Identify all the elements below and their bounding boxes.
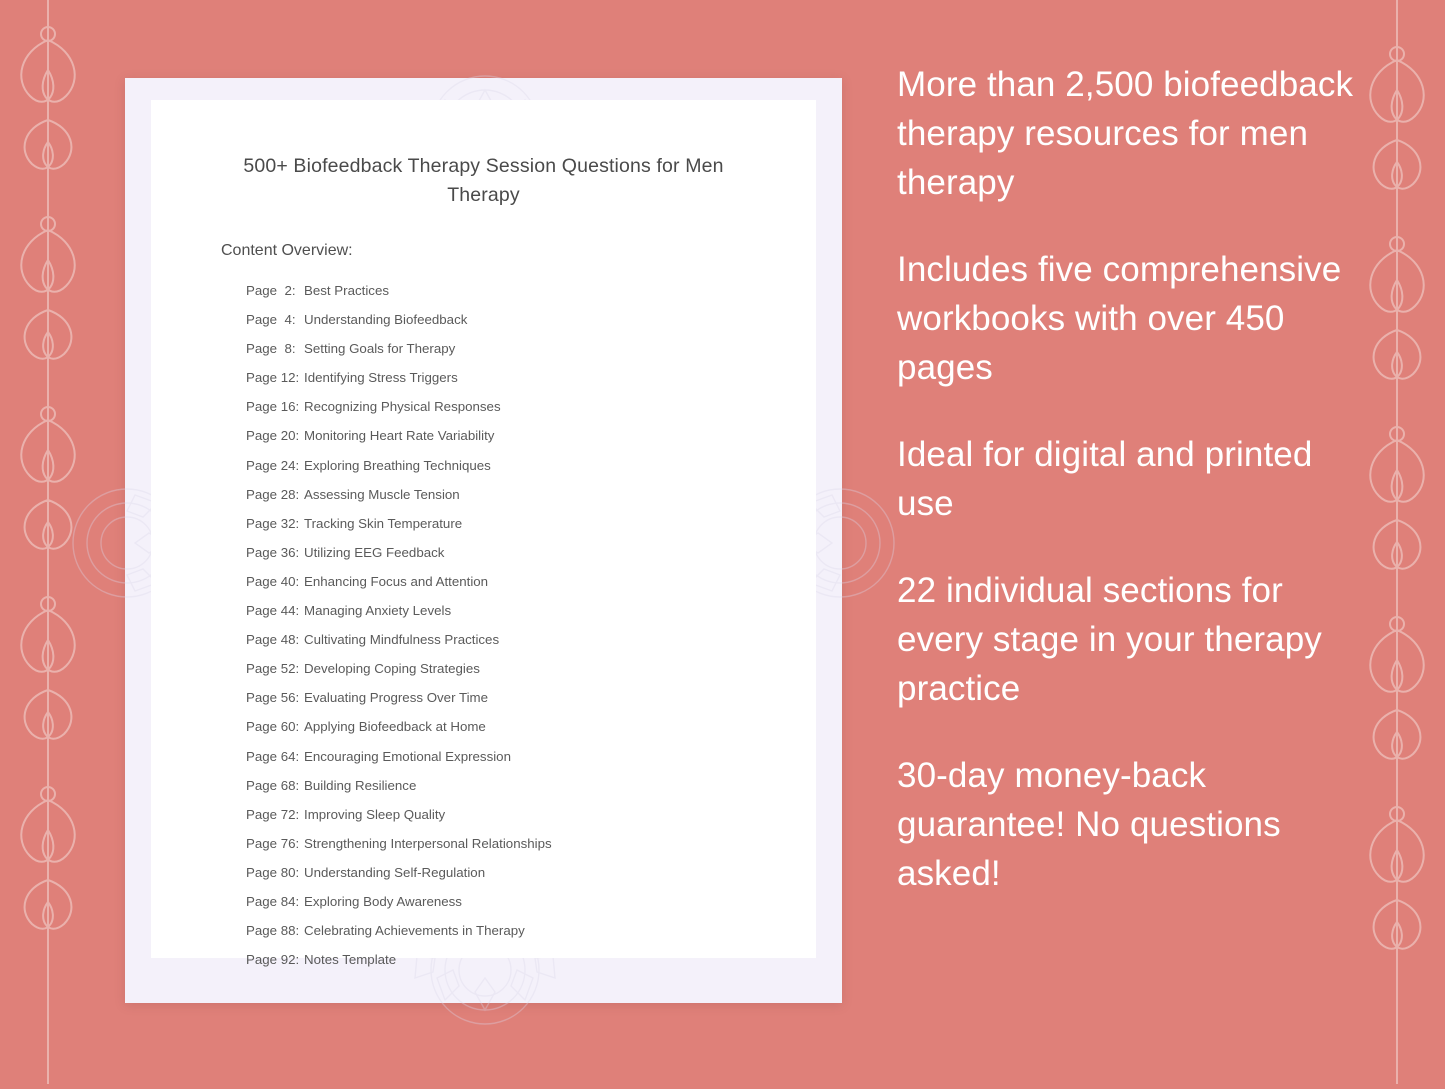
toc-page-number: Page 56: — [246, 690, 300, 706]
list-item — [151, 451, 816, 480]
toc-page-number: Page 16: — [246, 399, 300, 415]
list-item — [151, 334, 816, 363]
toc-entry-title: Tracking Skin Temperature — [304, 515, 463, 531]
content-overview-label: Content Overview: — [221, 242, 353, 259]
toc-page-number: Page 84: — [246, 893, 300, 909]
toc-entry-title: Exploring Body Awareness — [304, 893, 462, 909]
toc-page-number: Page 80: — [246, 864, 300, 880]
marketing-bullet: Ideal for digital and printed use — [897, 435, 1313, 523]
toc-entry-title: Strengthening Interpersonal Relationships — [304, 835, 552, 851]
toc-entry-title: Monitoring Heart Rate Variability — [304, 428, 495, 444]
toc-entry-title: Identifying Stress Triggers — [304, 370, 458, 386]
list-item — [151, 276, 816, 305]
toc-page-number: Page 4: — [246, 312, 296, 328]
toc-entry-title: Cultivating Mindfulness Practices — [304, 632, 500, 648]
toc-page-number: Page 36: — [246, 544, 300, 560]
toc-page-number: Page 28: — [246, 486, 300, 502]
marketing-bullet: More than 2,500 biofeedback therapy resources for men therapy — [897, 65, 1354, 202]
toc-entry-title: Best Practices — [304, 283, 389, 298]
toc-entry-title: Setting Goals for Therapy — [304, 341, 456, 357]
list-item — [151, 480, 816, 509]
document-card — [125, 78, 842, 1003]
toc-entry-title: Assessing Muscle Tension — [304, 486, 460, 502]
toc-page-number: Page 8: — [246, 341, 296, 357]
toc-page-number: Page 40: — [246, 573, 300, 589]
toc-page-number: Page 88: — [246, 923, 300, 939]
list-item — [151, 538, 816, 567]
list-item — [151, 363, 816, 392]
list-item — [151, 421, 816, 450]
toc-entry-title: Building Resilience — [304, 777, 417, 793]
toc-page-number: Page 72: — [246, 806, 300, 822]
toc-page-number: Page 20: — [246, 428, 300, 444]
toc-page-number: Page 48: — [246, 632, 300, 648]
marketing-bullet: 30-day money-back guarantee! No questions asked! — [897, 756, 1281, 893]
list-item — [151, 305, 816, 334]
toc-page-number: Page 92: — [246, 952, 300, 968]
toc-entry-title: Utilizing EEG Feedback — [304, 544, 445, 560]
toc-entry-title: Improving Sleep Quality — [304, 806, 446, 822]
toc-page-number: Page 2: — [246, 283, 296, 298]
list-item — [151, 742, 816, 771]
table-of-contents — [151, 276, 816, 974]
toc-entry-title: Evaluating Progress Over Time — [304, 690, 489, 706]
toc-entry-title: Understanding Self-Regulation — [304, 864, 486, 880]
toc-entry-title: Encouraging Emotional Expression — [304, 748, 511, 764]
page-title: 500+ Biofeedback Therapy Session Questions for Men Therapy — [243, 155, 724, 206]
list-item — [151, 567, 816, 596]
list-item — [151, 596, 816, 625]
document-page — [151, 100, 816, 968]
floral-border-icon — [0, 0, 96, 1084]
list-item — [151, 829, 816, 858]
toc-page-number: Page 68: — [246, 777, 300, 793]
toc-entry-title: Enhancing Focus and Attention — [304, 573, 489, 589]
toc-entry-title: Recognizing Physical Responses — [304, 399, 501, 415]
toc-page-number: Page 32: — [246, 515, 300, 531]
toc-entry-title: Applying Biofeedback at Home — [304, 719, 486, 735]
list-item — [151, 625, 816, 654]
toc-page-number: Page 60: — [246, 719, 300, 735]
toc-entry-title: Exploring Breathing Techniques — [304, 457, 491, 473]
list-item — [151, 712, 816, 741]
list-item — [151, 858, 816, 887]
toc-page-number: Page 64: — [246, 748, 300, 764]
marketing-bullet: Includes five comprehensive workbooks with over 450 pages — [897, 250, 1342, 387]
marketing-bullets — [897, 60, 1367, 936]
toc-page-number: Page 44: — [246, 603, 300, 619]
list-item — [151, 887, 816, 916]
toc-entry-title: Notes Template — [304, 952, 397, 968]
toc-page-number: Page 24: — [246, 457, 300, 473]
toc-page-number: Page 12: — [246, 370, 300, 386]
list-item — [151, 654, 816, 683]
toc-entry-title: Celebrating Achievements in Therapy — [304, 923, 525, 939]
toc-page-number: Page 52: — [246, 661, 300, 677]
list-item — [151, 392, 816, 421]
toc-entry-title: Understanding Biofeedback — [304, 312, 468, 328]
marketing-bullet: 22 individual sections for every stage in your therapy practice — [897, 571, 1322, 708]
list-item — [151, 683, 816, 712]
list-item — [151, 916, 816, 945]
list-item — [151, 509, 816, 538]
list-item — [151, 945, 816, 974]
toc-page-number: Page 76: — [246, 835, 300, 851]
list-item — [151, 771, 816, 800]
toc-entry-title: Managing Anxiety Levels — [304, 603, 452, 619]
list-item — [151, 800, 816, 829]
toc-entry-title: Developing Coping Strategies — [304, 661, 480, 677]
